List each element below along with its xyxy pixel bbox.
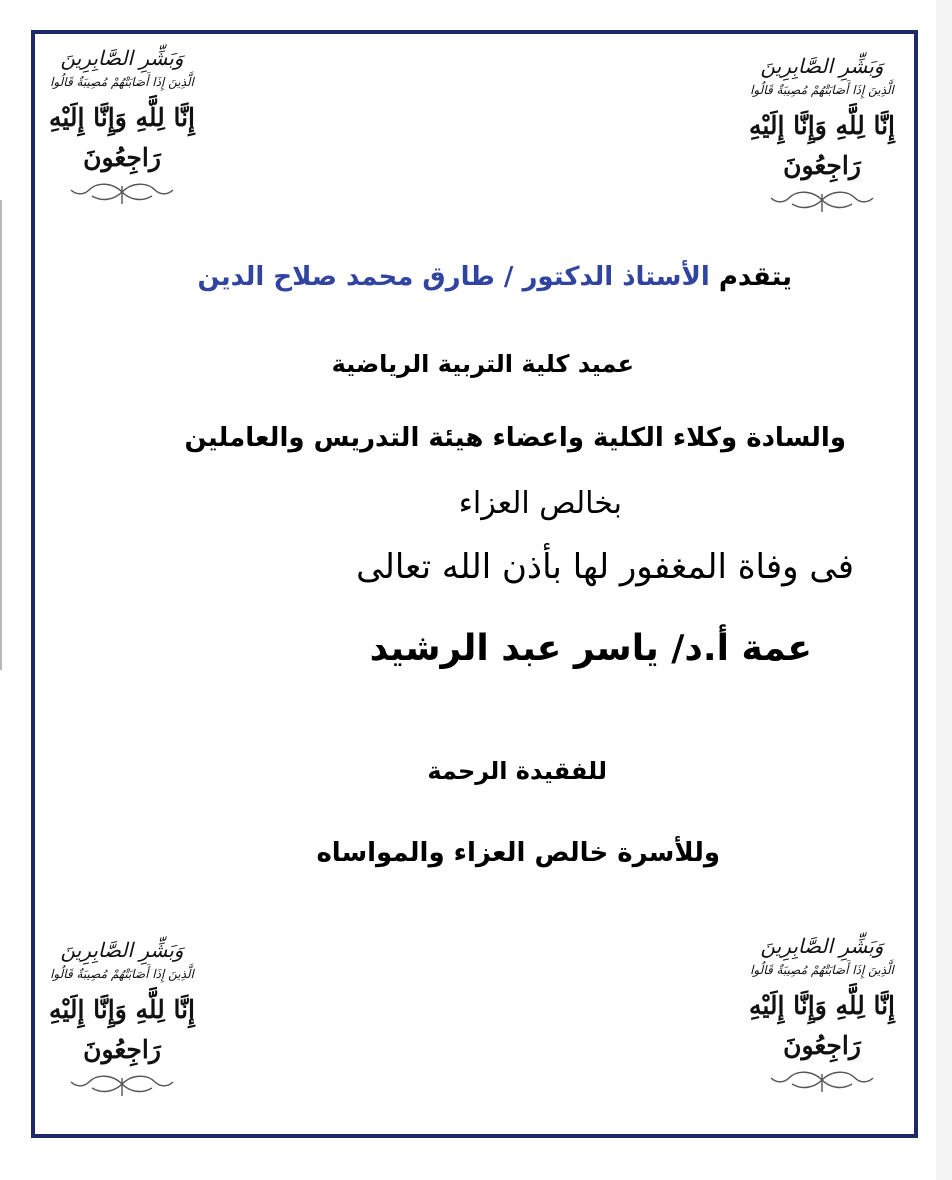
intro-word: يتقدم (718, 262, 792, 292)
family-condolence-line: وللأسرة خالص العزاء والمواساه (316, 838, 720, 868)
quran-verse-block-bottom-right (722, 928, 922, 1103)
prayer-line: للفقيدة الرحمة (427, 757, 607, 785)
dean-title: عميد كلية التربية الرياضية (331, 350, 634, 378)
verse-line-2: الَّذِينَ إِذَا أَصَابَتْهُمْ مُصِيبَةٌ قَالُوا (50, 75, 194, 89)
ornament-icon (767, 186, 877, 214)
verse-line-1: وَبَشِّرِ الصَّابِرِينَ (760, 54, 884, 78)
condolence-line: بخالص العزاء (458, 486, 622, 521)
ornament-icon (767, 1066, 877, 1094)
verse-line-3: إِنَّا لِلَّهِ وَإِنَّا إِلَيْهِ رَاجِعُونَ (748, 991, 896, 1060)
ornament-icon (67, 1070, 177, 1098)
verse-line-2: الَّذِينَ إِذَا أَصَابَتْهُمْ مُصِيبَةٌ قَالُوا (50, 967, 194, 981)
verse-line-2: الَّذِينَ إِذَا أَصَابَتْهُمْ مُصِيبَةٌ قَالُوا (750, 83, 894, 97)
page-edge-shadow (0, 200, 2, 670)
dean-name: الأستاذ الدكتور / طارق محمد صلاح الدين (197, 262, 710, 292)
verse-line-2: الَّذِينَ إِذَا أَصَابَتْهُمْ مُصِيبَةٌ قَالُوا (750, 963, 894, 977)
page-edge-margin (936, 0, 952, 1180)
quran-verse-block-bottom-left (22, 932, 222, 1107)
verse-line-1: وَبَشِّرِ الصَّابِرِينَ (760, 934, 884, 958)
staff-line: والسادة وكلاء الكلية واعضاء هيئة التدريس والعاملين (184, 423, 846, 453)
verse-line-3: إِنَّا لِلَّهِ وَإِنَّا إِلَيْهِ رَاجِعُونَ (48, 995, 196, 1064)
ornament-icon (67, 178, 177, 206)
verse-line-3: إِنَّا لِلَّهِ وَإِنَّا إِلَيْهِ رَاجِعُونَ (48, 103, 196, 172)
death-notice-line: فى وفاة المغفور لها بأذن الله تعالى (356, 547, 854, 587)
quran-verse-block-top-right (722, 48, 922, 223)
verse-line-1: وَبَشِّرِ الصَّابِرِينَ (60, 938, 184, 962)
announcement-heading (197, 262, 792, 292)
quran-verse-block-top-left (22, 40, 222, 215)
verse-line-3: إِنَّا لِلَّهِ وَإِنَّا إِلَيْهِ رَاجِعُونَ (748, 111, 896, 180)
relation-line: عمة أ.د/ ياسر عبد الرشيد (369, 628, 812, 669)
verse-line-1: وَبَشِّرِ الصَّابِرِينَ (60, 46, 184, 70)
